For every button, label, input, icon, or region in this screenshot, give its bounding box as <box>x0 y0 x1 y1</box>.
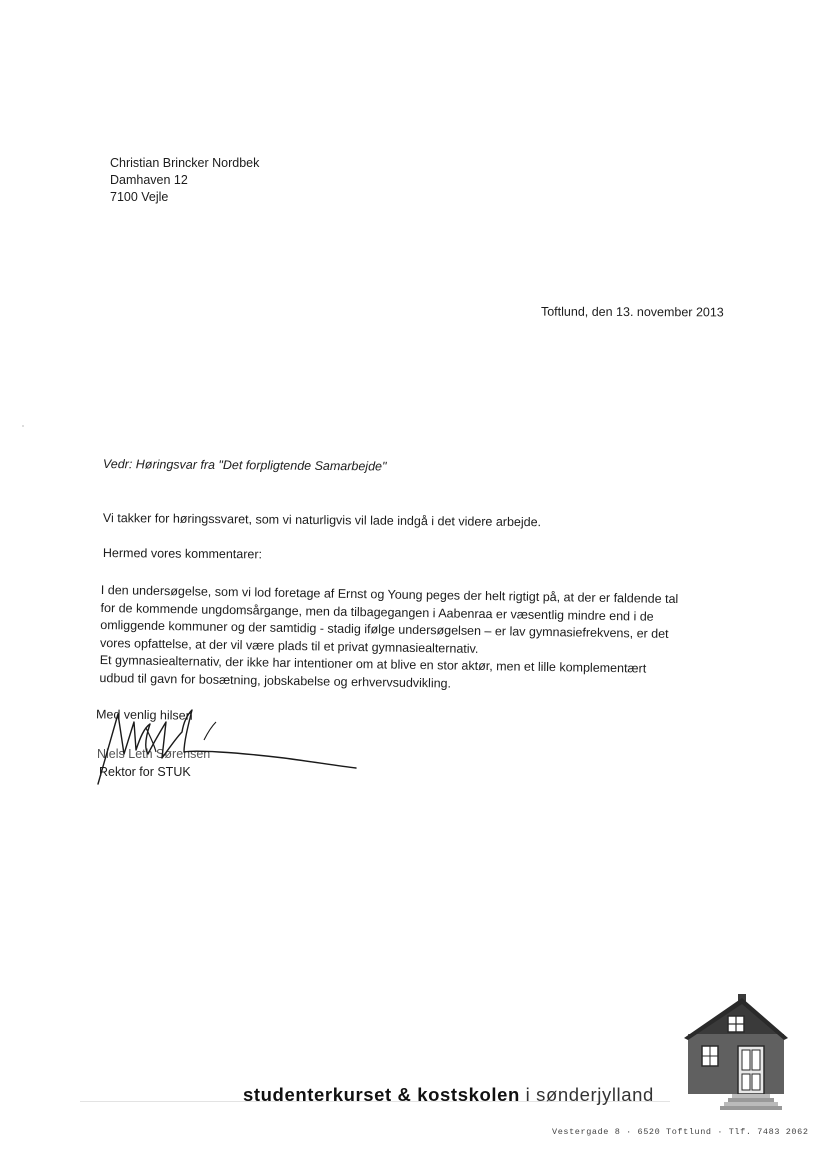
recipient-name: Christian Brincker Nordbek <box>110 156 260 170</box>
school-name-region: i sønderjylland <box>519 1084 654 1105</box>
body-paragraph <box>99 582 678 696</box>
closing-text: Med venlig hilsen <box>95 707 193 723</box>
subject-line: Vedr: Høringsvar fra "Det forpligtende Samarbejde" <box>102 456 387 474</box>
handwritten-signature <box>84 692 364 792</box>
body-line: omliggende kommuner og der samtidig - stadig ifølge undersøgelsen – er lav gymnasiefrekvens, er det <box>100 617 669 641</box>
body-line: for de kommende ungdomsårgange, men da tilbagegangen i Aabenraa er væsentlig mindre end i de <box>100 600 654 624</box>
scan-speck <box>22 425 24 427</box>
intro-paragraph: Hermed vores kommentarer: <box>102 545 263 562</box>
signatory-title: Rektor for STUK <box>99 765 191 779</box>
school-house-logo <box>684 990 788 1112</box>
body-line: Et gymnasiealternativ, der ikke har intentioner om at blive en stor aktør, men et lille komplementært <box>99 652 647 676</box>
school-name-bold: studenterkurset & kostskolen <box>243 1084 520 1105</box>
thanks-paragraph: Vi takker for høringssvaret, som vi naturligvis vil lade indgå i det videre arbejde. <box>102 510 542 530</box>
date-line: Toftlund, den 13. november 2013 <box>540 304 724 320</box>
body-line: I den undersøgelse, som vi lod foretage af Ernst og Young peges der helt rigtigt på, at der er faldende tal <box>100 582 679 607</box>
recipient-city: 7100 Vejle <box>110 190 169 204</box>
school-address: Vestergade 8 · 6520 Toftlund · Tlf. 7483 2062 <box>552 1127 809 1137</box>
body-line: udbud til gavn for bosætning, jobskabelse og erhvervsudvikling. <box>99 670 452 691</box>
signatory-name: Niels Leth Sørensen <box>97 747 211 761</box>
school-name <box>243 1084 654 1106</box>
body-line: vores opfattelse, at der vil være plads til et privat gymnasiealternativ. <box>99 635 479 656</box>
recipient-street: Damhaven 12 <box>110 173 188 187</box>
recipient-address <box>110 155 259 206</box>
